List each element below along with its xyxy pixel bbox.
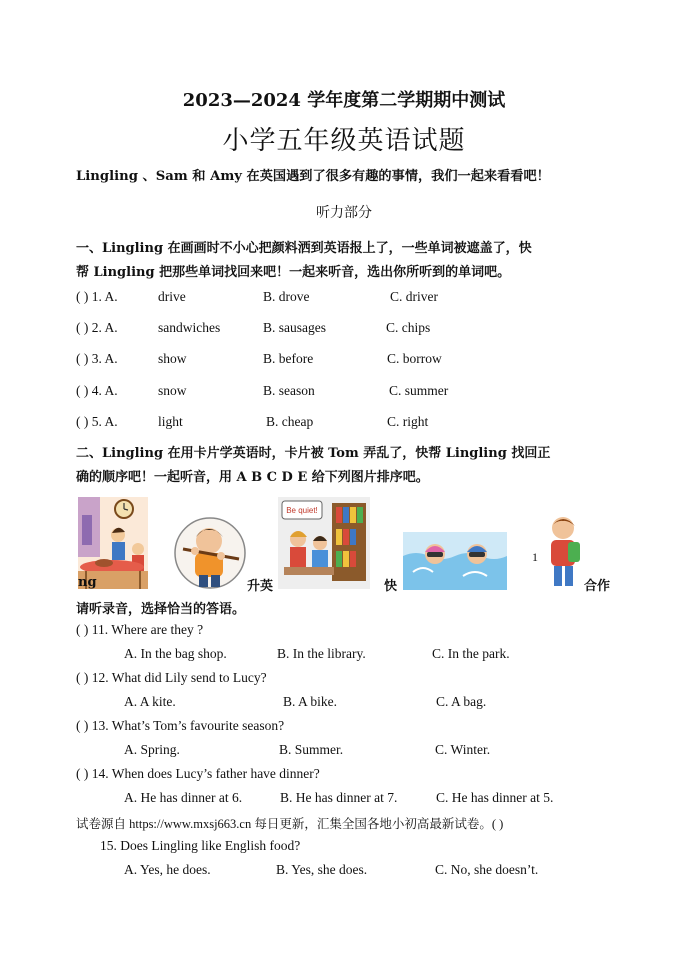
part3-instruction-fragment-d: 合作: [584, 579, 611, 594]
flute-boy-picture: [173, 515, 247, 591]
part2-instruction-line1: 二、Lingling 在用卡片学英语时，卡片被 Tom 弄乱了，快帮 Lingling 找回正: [76, 446, 551, 461]
backpack-boy-picture: [546, 514, 582, 590]
question-14-option-b: B. He has dinner at 7.: [280, 790, 398, 805]
be-quiet-sign: Be quiet!: [286, 506, 318, 515]
question-14-option-c: C. He has dinner at 5.: [436, 790, 554, 805]
question-15-option-c: C. No, she doesn’t.: [435, 862, 539, 877]
source-watermark-line: 试卷源自 https://www.mxsj663.cn 每日更新，汇集全国各地小初高最新试卷。( ): [76, 817, 504, 831]
question-13-option-c: C. Winter.: [435, 742, 491, 757]
question-14-option-a: A. He has dinner at 6.: [124, 790, 243, 805]
part2-instruction-line2: 确的顺序吧！一起听音，用 A B C D E 给下列图片排序吧。: [76, 470, 429, 485]
small-number-label: 1: [532, 550, 538, 564]
library-picture: [278, 497, 370, 589]
question-2-option-c: C. chips: [386, 320, 431, 335]
question-3-option-c: C. borrow: [387, 351, 442, 366]
part3-instruction-line2: 请听录音，选择恰当的答语。: [76, 602, 246, 617]
question-3-prefix: ( ) 3. A.: [76, 351, 118, 366]
question-4-option-b: B. season: [263, 383, 315, 398]
question-15-option-b: B. Yes, she does.: [276, 862, 368, 877]
section-heading: 听力部分: [316, 205, 372, 221]
part3-instruction-fragment-c: 快: [384, 579, 398, 594]
question-12-option-a: A. A kite.: [124, 694, 176, 709]
question-1-prefix: ( ) 1. A.: [76, 289, 118, 304]
question-4-option-a: snow: [158, 383, 187, 398]
question-4-option-c: C. summer: [389, 383, 449, 398]
part1-instruction-line2: 帮 Lingling 把那些单词找回来吧！一起来听音，选出你所听到的单词吧。: [76, 265, 511, 280]
question-11-option-c: C. In the park.: [432, 646, 510, 661]
question-14: ( ) 14. When does Lucy’s father have dinner?: [76, 766, 320, 781]
question-2-prefix: ( ) 2. A.: [76, 320, 118, 335]
part3-instruction-fragment-b: 升英: [247, 579, 274, 594]
part1-instruction-line1: 一、Lingling 在画画时不小心把颜料洒到英语报上了，一些单词被遮盖了，快: [76, 241, 532, 256]
exam-subtitle: 小学五年级英语试题: [222, 126, 466, 156]
part3-instruction-fragment-a: ng: [78, 575, 97, 590]
question-12-option-c: C. A bag.: [436, 694, 487, 709]
question-13: ( ) 13. What’s Tom’s favourite season?: [76, 718, 285, 733]
question-4-prefix: ( ) 4. A.: [76, 383, 118, 398]
question-5-prefix: ( ) 5. A.: [76, 414, 118, 429]
question-11-option-a: A. In the bag shop.: [124, 646, 227, 661]
question-13-option-b: B. Summer.: [279, 742, 344, 757]
question-11: ( ) 11. Where are they ?: [76, 622, 204, 637]
question-5-option-a: light: [158, 414, 183, 429]
question-2-option-a: sandwiches: [158, 320, 221, 335]
question-11-option-b: B. In the library.: [277, 646, 366, 661]
question-3-option-a: show: [158, 351, 187, 366]
question-12: ( ) 12. What did Lily send to Lucy?: [76, 670, 267, 685]
question-2-option-b: B. sausages: [263, 320, 326, 335]
question-15: 15. Does Lingling like English food?: [100, 838, 301, 853]
question-12-option-b: B. A bike.: [283, 694, 338, 709]
question-1-option-a: drive: [158, 289, 186, 304]
question-3-option-b: B. before: [263, 351, 314, 366]
exam-title: 2023—2024 学年度第二学期期中测试: [182, 90, 506, 111]
question-13-option-a: A. Spring.: [124, 742, 180, 757]
intro-text: Lingling 、Sam 和 Amy 在英国遇到了很多有趣的事情，我们一起来看看吧！: [76, 169, 550, 184]
question-1-option-c: C. driver: [390, 289, 438, 304]
question-1-option-b: B. drove: [263, 289, 310, 304]
swimming-picture: [403, 532, 507, 590]
question-5-option-c: C. right: [387, 414, 429, 429]
question-15-option-a: A. Yes, he does.: [124, 862, 211, 877]
question-5-option-b: B. cheap: [266, 414, 314, 429]
